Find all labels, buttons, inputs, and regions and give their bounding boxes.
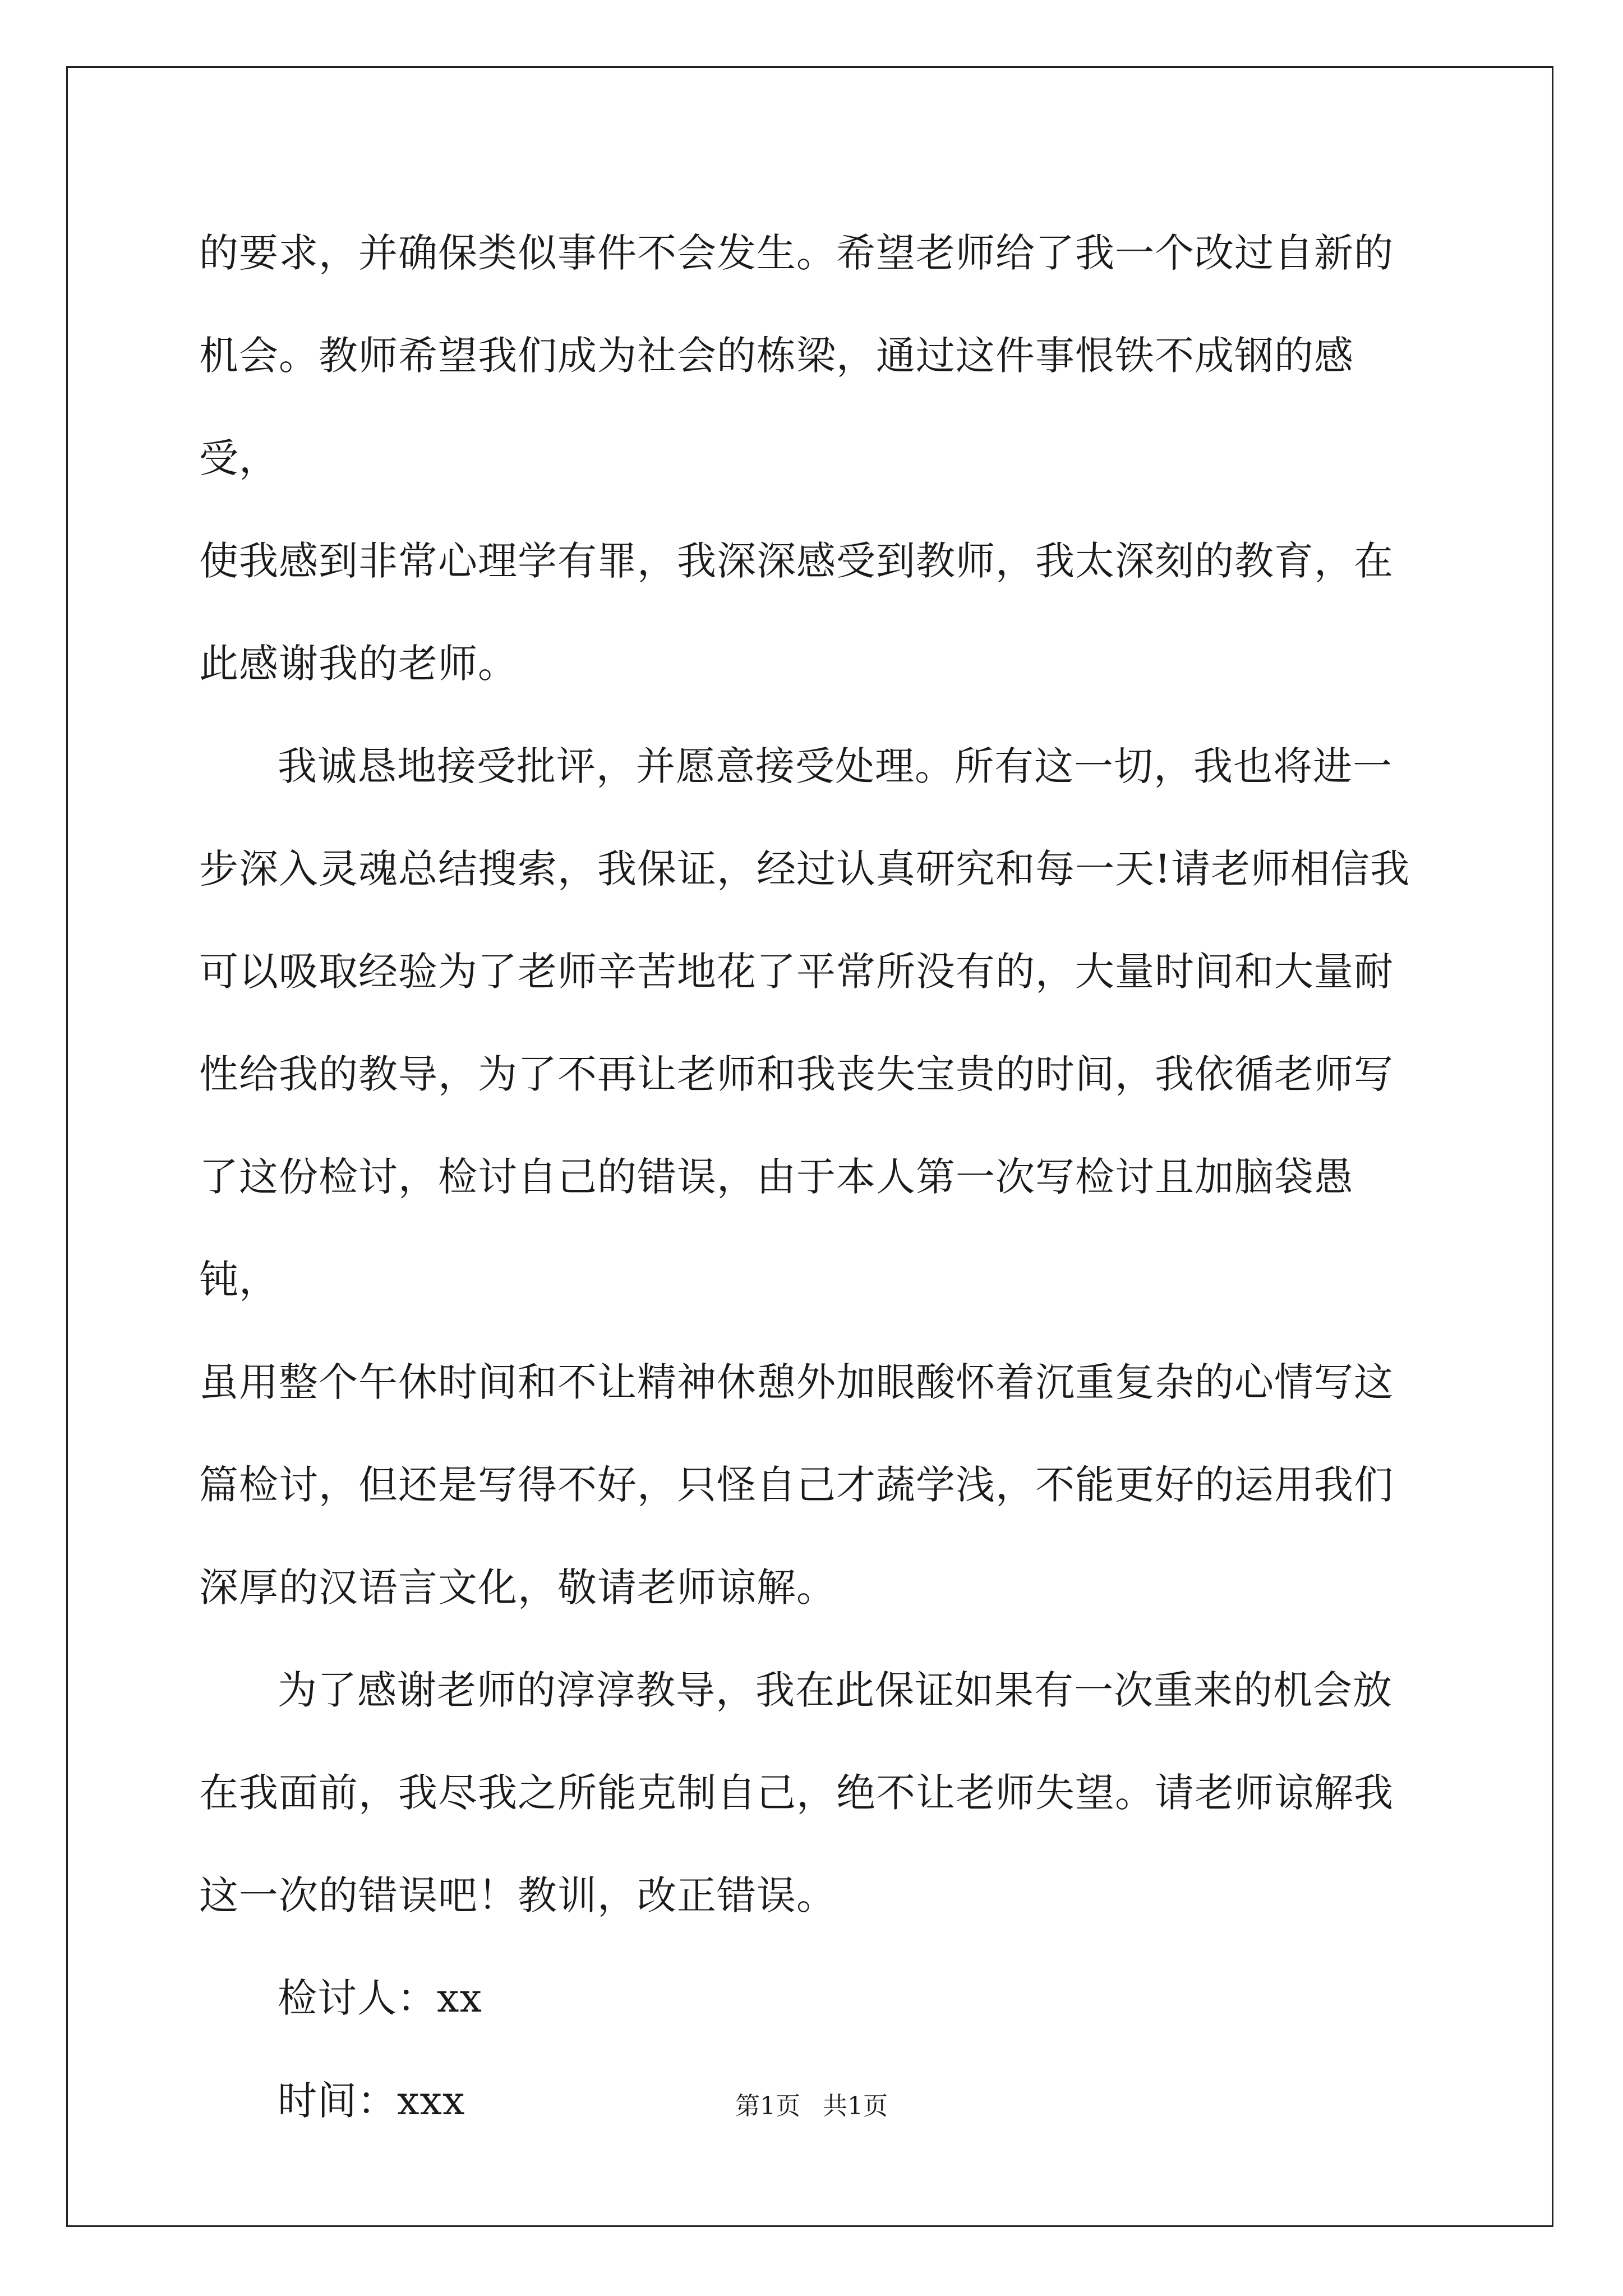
text-line: 机会。教师希望我们成为社会的栋梁，通过这件事恨铁不成钢的感受， (199, 333, 1354, 481)
text-line: 这一次的错误吧！教训，改正错误。 (199, 1872, 836, 1918)
page-footer (0, 2090, 1623, 2123)
text-line: 检讨人：xx (278, 1975, 482, 2021)
text-line: 性给我的教导，为了不再让老师和我丧失宝贵的时间，我依循老师写 (199, 1051, 1394, 1097)
text-line: 我诚恳地接受批评，并愿意接受处理。所有这一切，我也将进一 (278, 743, 1393, 789)
page-total: 共1页 (823, 2092, 888, 2120)
text-line: 了这份检讨，检讨自己的错误，由于本人第一次写检讨且加脑袋愚钝， (199, 1154, 1354, 1303)
text-line: 在我面前，我尽我之所能克制自己，绝不让老师失望。请老师谅解我 (199, 1770, 1394, 1816)
text-line: 篇检讨，但还是写得不好，只怪自己才蔬学浅，不能更好的运用我们 (199, 1462, 1394, 1508)
document-body (199, 202, 1433, 2152)
text-line: 时间：xxx (278, 2078, 465, 2124)
paragraph-1 (199, 202, 1433, 715)
signature-reviewer (199, 1947, 1433, 2050)
text-line: 此感谢我的老师。 (199, 641, 518, 687)
text-line: 可以吸取经验为了老师辛苦地花了平常所没有的，大量时间和大量耐 (199, 949, 1394, 995)
text-line: 虽用整个午休时间和不让精神休憩外加眼酸怀着沉重复杂的心情写这 (199, 1359, 1394, 1405)
page-number: 第1页 (735, 2092, 800, 2120)
text-line: 的要求，并确保类似事件不会发生。希望老师给了我一个改过自新的 (199, 230, 1394, 276)
text-line: 深厚的汉语言文化，敬请老师谅解。 (199, 1565, 836, 1611)
paragraph-3 (199, 1639, 1433, 1947)
text-line: 步深入灵魂总结搜索，我保证，经过认真研究和每一天!请老师相信我 (199, 846, 1410, 892)
text-line: 为了感谢老师的淳淳教导，我在此保证如果有一次重来的机会放 (278, 1667, 1393, 1713)
text-line: 使我感到非常心理学有罪，我深深感受到教师，我太深刻的教育，在 (199, 538, 1394, 584)
paragraph-2 (199, 715, 1433, 1639)
